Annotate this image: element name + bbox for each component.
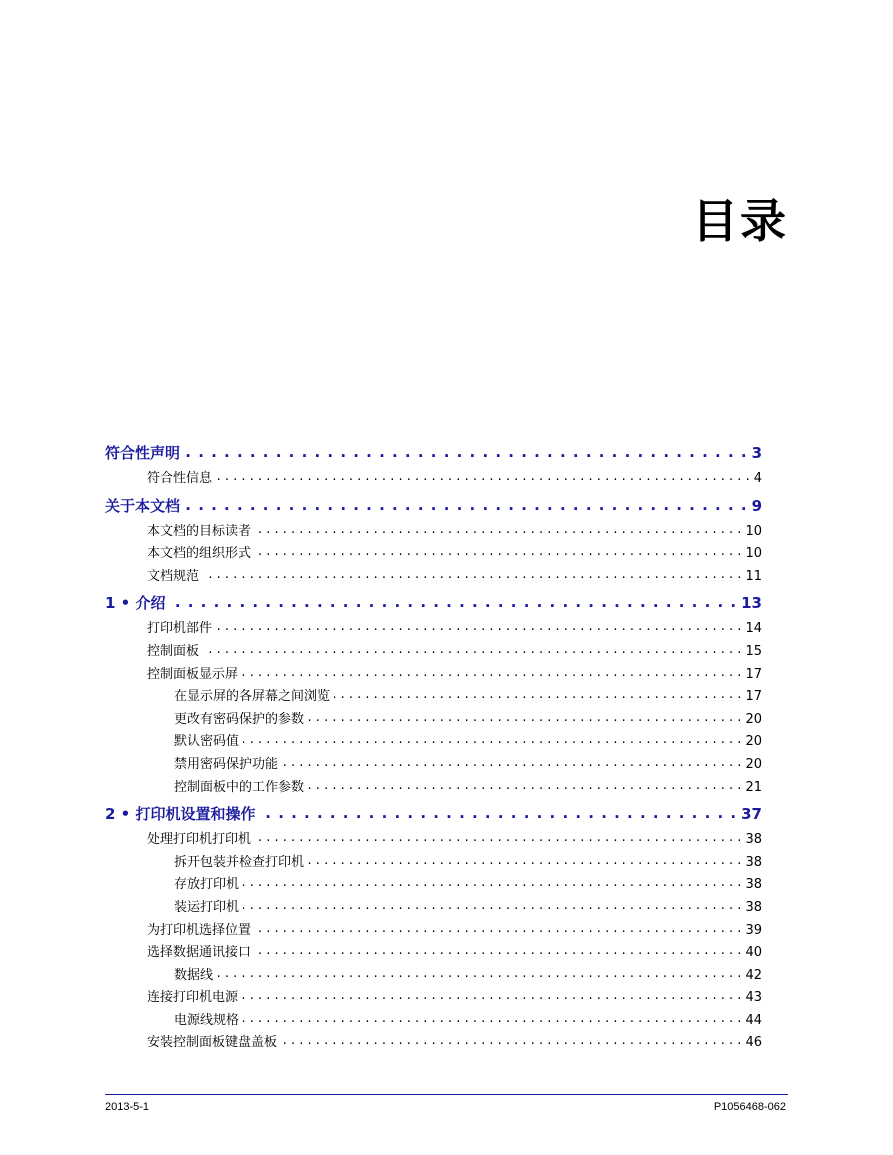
toc-entry-label: 符合性声明	[105, 444, 181, 462]
toc-leader-dots	[255, 830, 741, 843]
toc-section-entry[interactable]	[105, 542, 762, 565]
toc-entry-label: 关于本文档	[105, 496, 181, 515]
toc-entry-label: 本文档的目标读者	[147, 523, 252, 539]
toc-entry-label: 存放打印机	[174, 877, 240, 893]
toc-section-entry[interactable]	[105, 520, 762, 543]
toc-leader-dots	[184, 496, 748, 511]
toc-chapter-entry[interactable]	[105, 495, 762, 520]
toc-leader-dots	[243, 1011, 741, 1024]
toc-section-entry[interactable]	[105, 873, 762, 896]
toc-entry-page: 13	[741, 594, 762, 613]
toc-leader-dots	[216, 619, 741, 632]
toc-entry-label: 默认密码值	[174, 734, 240, 750]
toc-entry-label: 选择数据通讯接口	[147, 945, 252, 961]
toc-section-entry[interactable]	[105, 753, 762, 776]
toc-section-entry[interactable]	[105, 919, 762, 942]
toc-leader-dots	[243, 732, 741, 745]
toc-leader-dots	[255, 522, 741, 535]
toc-section-entry[interactable]	[105, 685, 762, 708]
toc-entry-page: 17	[745, 666, 762, 682]
toc-entry-label: 控制面板中的工作参数	[174, 779, 305, 795]
toc-entry-label: 为打印机选择位置	[147, 922, 252, 938]
toc-entry-label: 连接打印机电源	[147, 990, 239, 1006]
toc-leader-dots	[242, 988, 741, 1001]
toc-section-entry[interactable]	[105, 617, 762, 640]
toc-entry-page: 15	[745, 643, 762, 659]
toc-section-entry[interactable]	[105, 708, 762, 731]
toc-entry-page: 14	[745, 621, 762, 637]
toc-section-entry[interactable]	[105, 640, 762, 663]
toc-leader-dots	[217, 966, 741, 979]
toc-leader-dots	[203, 642, 741, 655]
toc-entry-page: 40	[745, 945, 762, 961]
toc-leader-dots	[308, 778, 741, 791]
footer-doc-number: P1056468-062	[713, 1101, 786, 1113]
toc-entry-label: 数据线	[174, 967, 214, 983]
toc-section-entry[interactable]	[105, 964, 762, 987]
footer-date: 2013-5-1	[105, 1101, 150, 1113]
toc-entry-label: 在显示屏的各屏幕之间浏览	[174, 689, 331, 705]
toc-section-entry[interactable]	[105, 828, 762, 851]
toc-leader-dots	[242, 665, 741, 678]
toc-section-entry[interactable]	[105, 565, 762, 588]
toc-entry-label: 符合性信息	[147, 471, 213, 486]
toc-entry-page: 42	[745, 967, 762, 983]
toc-section-entry[interactable]	[105, 730, 762, 753]
footer-rule	[105, 1094, 788, 1095]
toc-section-entry[interactable]	[105, 1009, 762, 1032]
toc-leader-dots	[255, 921, 741, 934]
toc-leader-dots	[282, 755, 741, 768]
toc-entry-page: 20	[745, 756, 762, 772]
toc-chapter-entry[interactable]	[105, 442, 762, 467]
toc-entry-page: 21	[745, 779, 762, 795]
toc-entry-page: 10	[745, 546, 762, 562]
toc-entry-label: 拆开包装并检查打印机	[174, 854, 305, 870]
toc-leader-dots	[169, 593, 737, 608]
toc-entry-label: 禁用密码保护功能	[174, 756, 279, 772]
toc-section-entry[interactable]	[105, 986, 762, 1009]
toc-entry-label: 打印机部件	[147, 621, 213, 637]
table-of-contents	[105, 442, 762, 1054]
toc-entry-page: 38	[745, 877, 762, 893]
toc-entry-page: 46	[745, 1035, 762, 1051]
toc-leader-dots	[308, 853, 741, 866]
toc-section-entry[interactable]	[105, 896, 762, 919]
toc-leader-dots	[255, 943, 741, 956]
toc-section-entry[interactable]	[105, 851, 762, 874]
toc-entry-label: 本文档的组织形式	[147, 546, 252, 562]
toc-entry-label: 电源线规格	[174, 1012, 240, 1028]
toc-entry-page: 4	[753, 471, 762, 486]
toc-entry-label: 1 • 介绍	[105, 594, 166, 613]
toc-entry-page: 17	[745, 689, 762, 705]
toc-section-entry[interactable]	[105, 1031, 762, 1054]
toc-entry-page: 43	[745, 990, 762, 1006]
toc-entry-label: 处理打印机打印机	[147, 832, 252, 848]
toc-leader-dots	[334, 687, 741, 700]
toc-entry-page: 11	[745, 568, 762, 584]
page-title: 目录	[692, 194, 788, 248]
toc-leader-dots	[203, 567, 741, 580]
toc-entry-page: 3	[751, 444, 762, 462]
toc-chapter-entry[interactable]	[105, 803, 762, 828]
toc-entry-label: 更改有密码保护的参数	[174, 711, 305, 727]
toc-entry-page: 10	[745, 523, 762, 539]
toc-entry-label: 控制面板显示屏	[147, 666, 239, 682]
toc-leader-dots	[243, 875, 741, 888]
toc-entry-page: 38	[745, 854, 762, 870]
toc-entry-page: 20	[745, 734, 762, 750]
toc-leader-dots	[259, 804, 737, 819]
toc-section-entry[interactable]	[105, 467, 762, 490]
toc-entry-page: 39	[745, 922, 762, 938]
toc-entry-label: 控制面板	[147, 643, 200, 659]
toc-chapter-entry[interactable]	[105, 592, 762, 617]
toc-section-entry[interactable]	[105, 941, 762, 964]
toc-leader-dots	[255, 544, 741, 557]
toc-entry-label: 装运打印机	[174, 899, 240, 915]
toc-leader-dots	[216, 469, 750, 482]
toc-section-entry[interactable]	[105, 776, 762, 799]
toc-leader-dots	[184, 443, 748, 458]
toc-entry-label: 安装控制面板键盘盖板	[147, 1035, 278, 1051]
toc-section-entry[interactable]	[105, 663, 762, 686]
toc-entry-page: 38	[745, 899, 762, 915]
toc-leader-dots	[243, 898, 741, 911]
toc-entry-page: 38	[745, 832, 762, 848]
toc-leader-dots	[308, 710, 741, 723]
toc-leader-dots	[281, 1033, 741, 1046]
toc-entry-label: 文档规范	[147, 568, 200, 584]
toc-entry-page: 44	[745, 1012, 762, 1028]
toc-entry-page: 9	[751, 496, 762, 515]
toc-entry-page: 37	[741, 805, 762, 824]
toc-entry-page: 20	[745, 711, 762, 727]
toc-entry-label: 2 • 打印机设置和操作	[105, 805, 256, 824]
